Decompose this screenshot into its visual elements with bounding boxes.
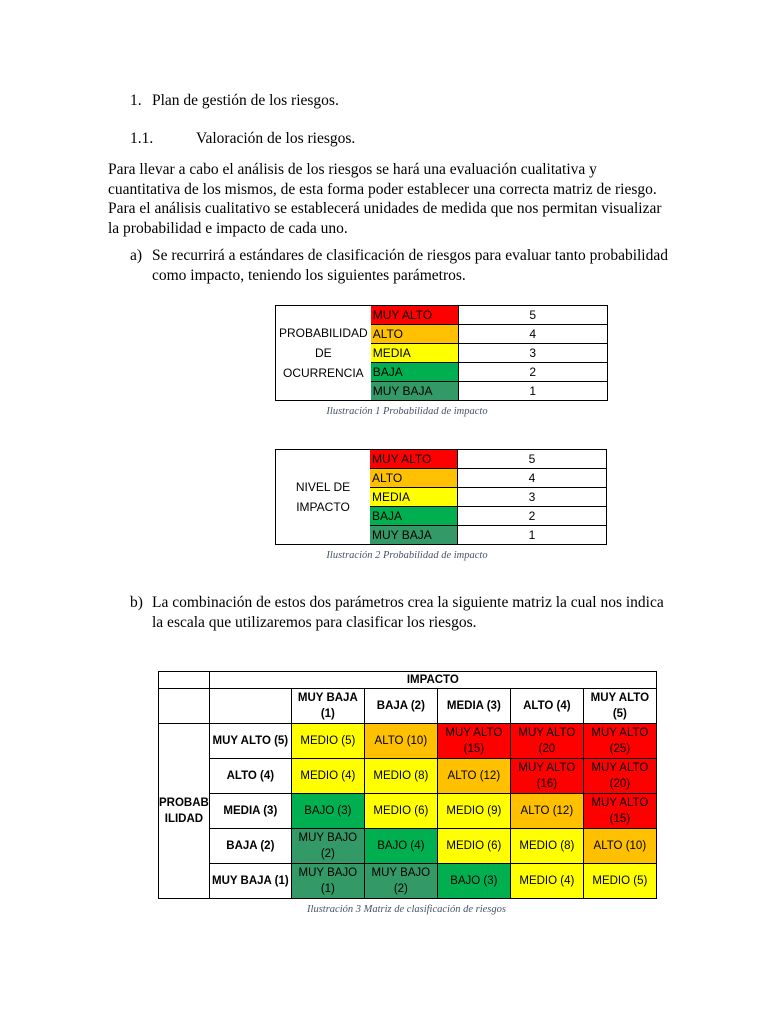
value-cell: 2 [458,507,607,526]
heading-2-text: Valoración de los riesgos. [196,130,356,147]
heading-1-number: 1. [130,92,142,109]
row-header: MUY ALTO (5) [209,724,291,759]
matrix-cell: MEDIO (4) [291,759,364,794]
matrix-corner-3 [209,689,291,724]
level-cell: MEDIA [371,344,459,363]
list-item-a-text: Se recurrirá a estándares de clasificación de riesgos para evaluar tanto probabilidad como impacto, teniendo los siguientes parámetros. [152,247,668,284]
matrix-cell: MUY BAJO (1) [291,864,364,899]
list-item-a-marker: a) [130,247,143,264]
heading-2-number: 1.1. [130,130,154,147]
probability-header: PROBAB ILIDAD [159,724,210,899]
heading-1-text: Plan de gestión de los riesgos. [152,92,339,109]
probability-label-line: DE [315,346,332,360]
value-cell: 4 [458,469,607,488]
column-header: MUY BAJA (1) [291,689,364,724]
matrix-cell: MEDIO (6) [364,794,437,829]
matrix-cell: ALTO (12) [437,759,510,794]
impact-label-line: IMPACTO [296,500,350,514]
matrix-cell: ALTO (10) [364,724,437,759]
probability-label-line: OCURRENCIA [283,366,364,380]
impact-label-line: NIVEL DE [295,480,351,494]
row-header: BAJA (2) [209,829,291,864]
column-header: ALTO (4) [510,689,583,724]
row-header: MEDIA (3) [209,794,291,829]
value-cell: 3 [458,344,607,363]
level-cell: BAJA [370,507,458,526]
level-cell: ALTO [370,469,458,488]
matrix-cell: MUY ALTO (15) [437,724,510,759]
probability-scale-table [275,305,608,401]
value-cell: 2 [458,363,607,382]
matrix-cell: MUY ALTO (20) [583,759,656,794]
matrix-corner-2 [159,689,210,724]
matrix-cell: MEDIO (5) [583,864,656,899]
probability-label-line: PROBABILIDAD [279,326,368,340]
row-header: MUY BAJA (1) [209,864,291,899]
caption-2: Ilustración 2 Probabilidad de impacto [326,550,488,561]
heading-2 [130,130,355,148]
matrix-cell: BAJO (4) [364,829,437,864]
level-cell: MUY ALTO [371,306,459,325]
matrix-cell: ALTO (10) [583,829,656,864]
impact-header: IMPACTO [209,672,656,689]
column-header: MUY ALTO (5) [583,689,656,724]
column-header: BAJA (2) [364,689,437,724]
matrix-cell: MUY ALTO (25) [583,724,656,759]
impact-scale-table [275,449,607,545]
level-cell: MUY BAJA [371,382,459,401]
list-item-a [130,246,670,285]
matrix-cell: ALTO (12) [510,794,583,829]
matrix-cell: BAJO (3) [437,864,510,899]
matrix-cell: MUY BAJO (2) [364,864,437,899]
list-item-b-marker: b) [130,594,143,611]
level-cell: MEDIA [370,488,458,507]
matrix-cell: MUY ALTO (15) [583,794,656,829]
matrix-cell: MUY BAJO (2) [291,829,364,864]
matrix-cell: MUY ALTO (20 [510,724,583,759]
column-header: MEDIA (3) [437,689,510,724]
probability-label [276,306,371,401]
level-cell: BAJA [371,363,459,382]
impact-label [276,450,371,545]
matrix-corner [159,672,210,689]
value-cell: 4 [458,325,607,344]
heading-1 [130,92,339,110]
list-item-b-text: La combinación de estos dos parámetros crea la siguiente matriz la cual nos indica la escala que utilizaremos para clasificar los riesgos. [152,594,664,631]
caption-3: Ilustración 3 Matriz de clasificación de riesgos [307,904,506,915]
value-cell: 5 [458,450,607,469]
level-cell: MUY ALTO [370,450,458,469]
value-cell: 3 [458,488,607,507]
value-cell: 1 [458,526,607,545]
row-header: ALTO (4) [209,759,291,794]
matrix-cell: MEDIO (4) [510,864,583,899]
matrix-cell: MEDIO (5) [291,724,364,759]
matrix-cell: BAJO (3) [291,794,364,829]
level-cell: MUY BAJA [370,526,458,545]
matrix-cell: MEDIO (6) [437,829,510,864]
matrix-cell: MEDIO (8) [510,829,583,864]
matrix-cell: MEDIO (9) [437,794,510,829]
list-item-b [130,593,670,632]
value-cell: 5 [458,306,607,325]
intro-paragraph: Para llevar a cabo el análisis de los riesgos se hará una evaluación cualitativa y cuantitativa de los mismos, de esta forma poder establecer una correcta matriz de riesgo. Para el análisis cualitativo se establecerá unidades de medida que nos permitan visualizar la probabilidad e impacto de cada uno. [108,161,662,237]
risk-matrix [158,671,657,899]
matrix-cell: MEDIO (8) [364,759,437,794]
matrix-cell: MUY ALTO (16) [510,759,583,794]
level-cell: ALTO [371,325,459,344]
value-cell: 1 [458,382,607,401]
caption-1: Ilustración 1 Probabilidad de impacto [326,406,488,417]
